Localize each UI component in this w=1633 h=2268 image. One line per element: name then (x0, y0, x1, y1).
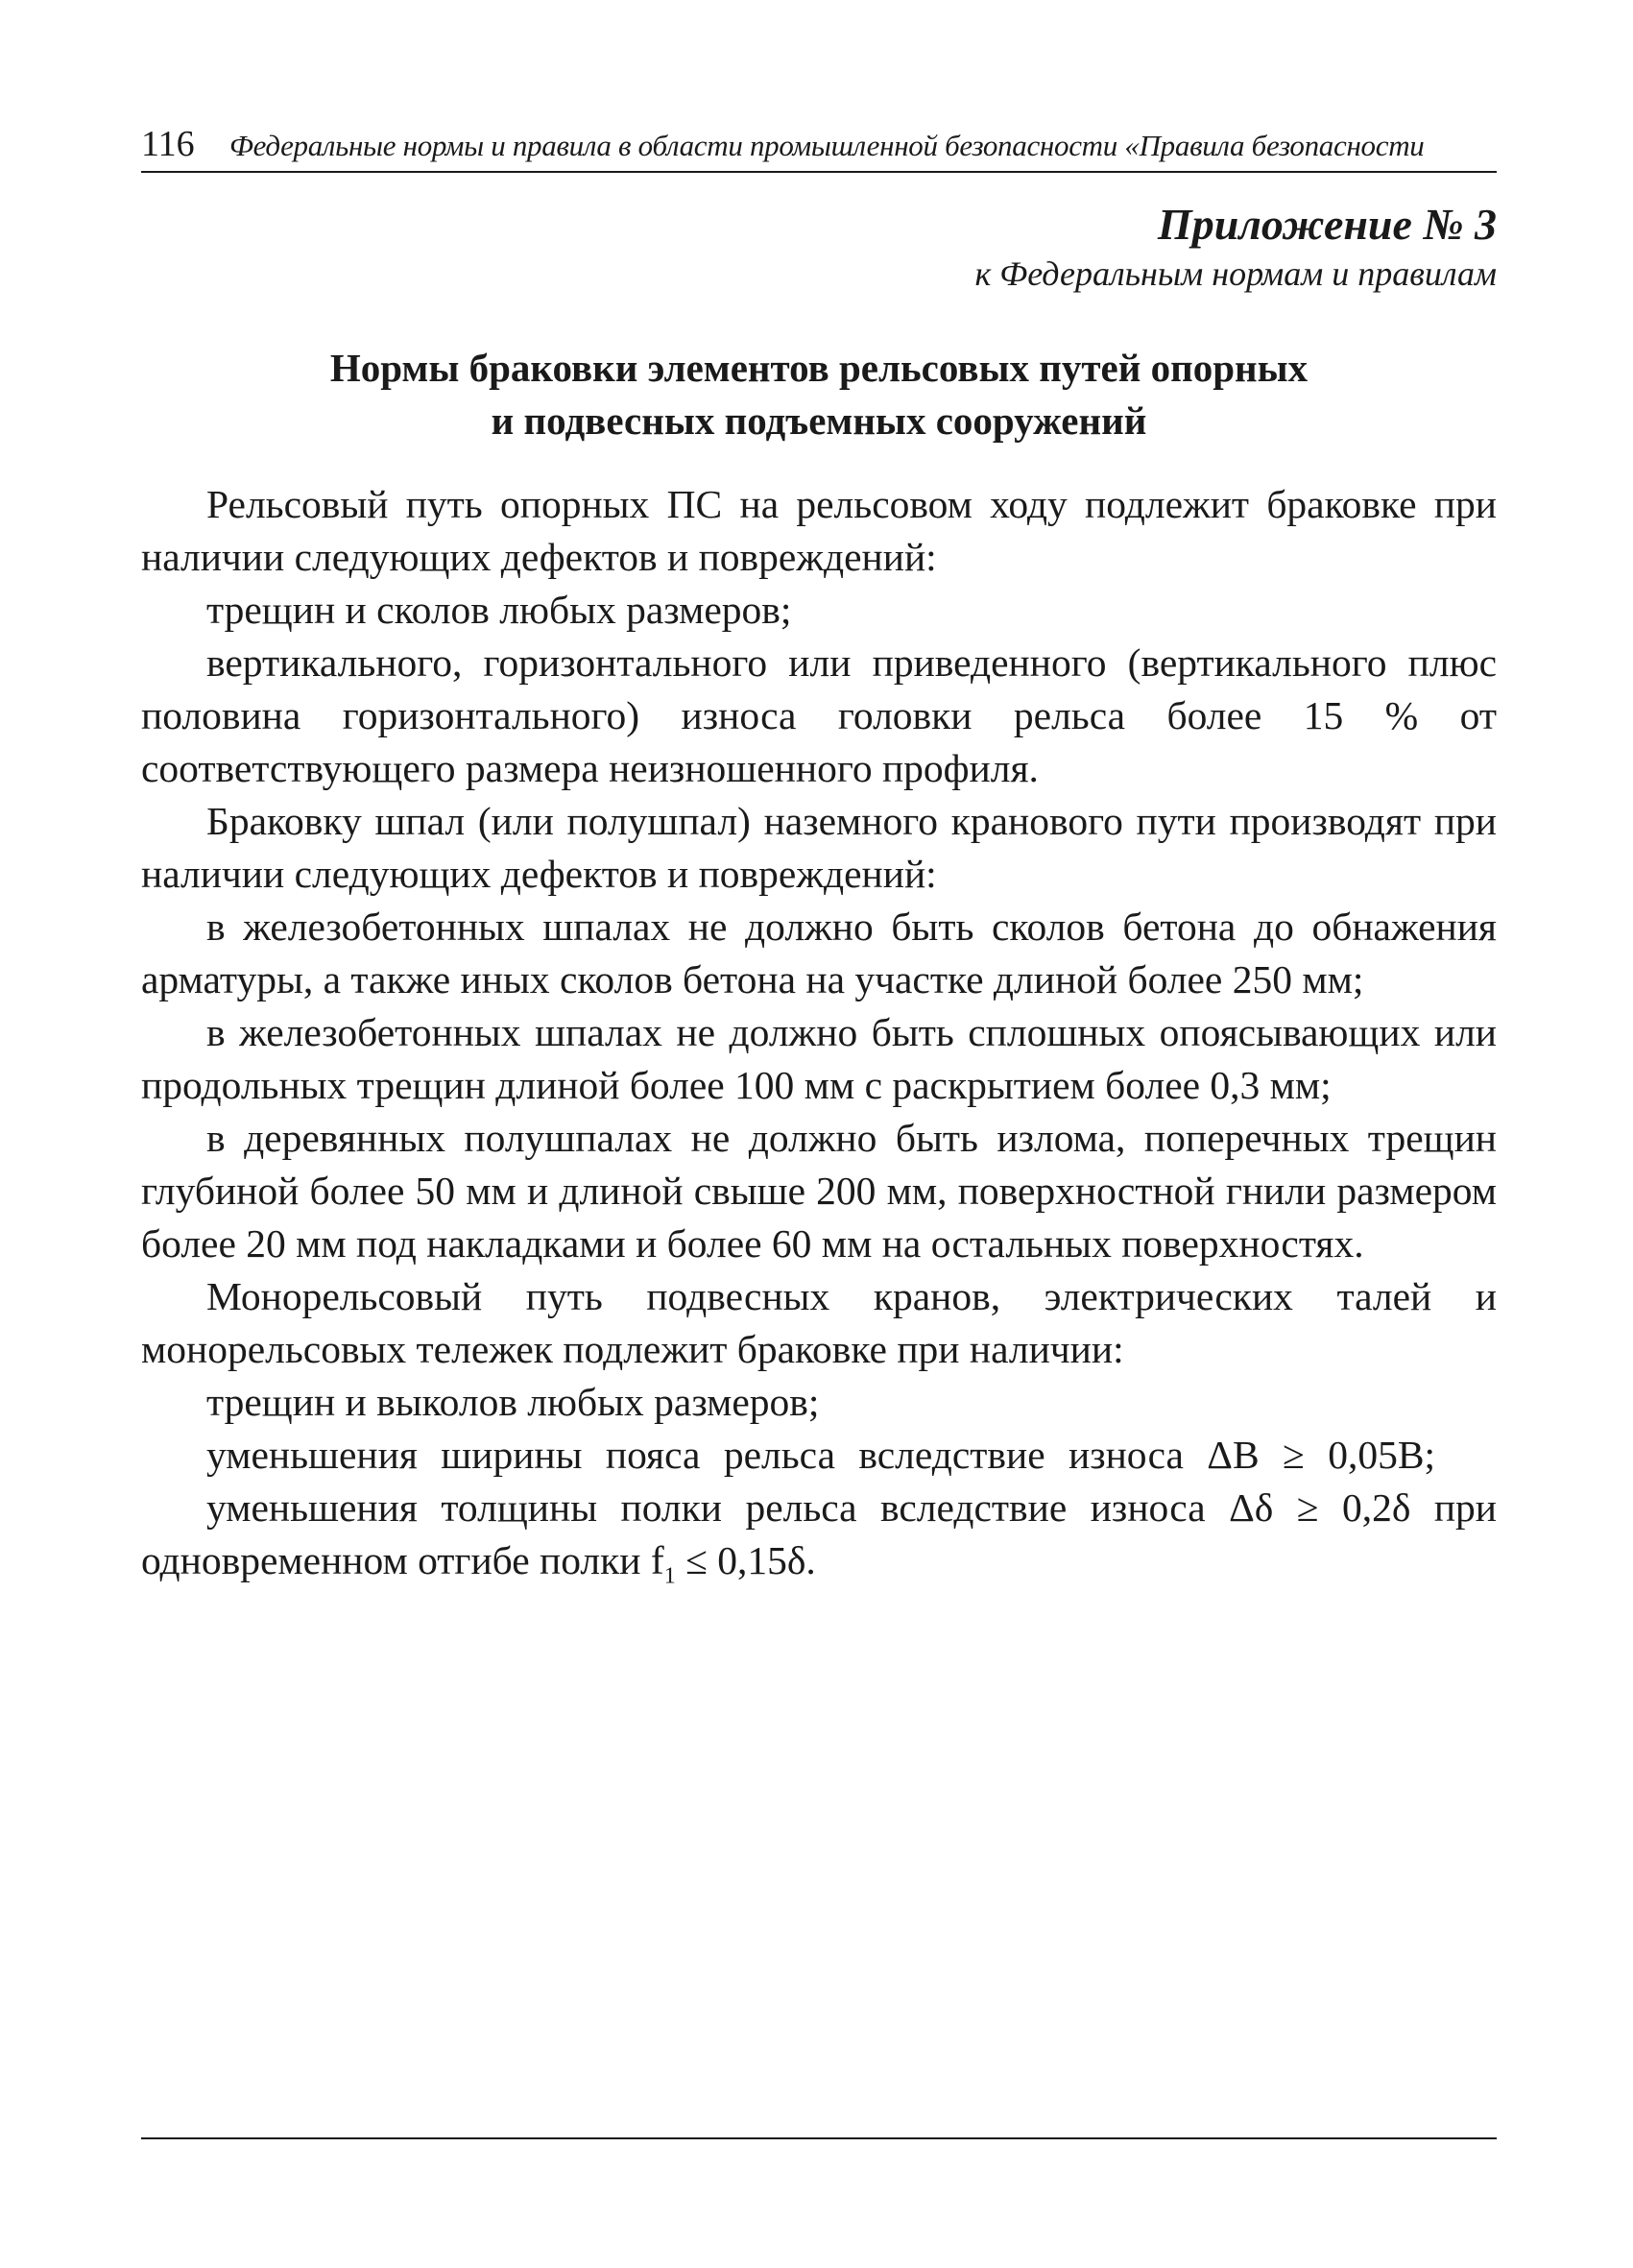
paragraph: в железобетонных шпалах не должно быть сколов бетона до обнажения арматуры, а также иных сколов бетона на участке длиной более 250 мм; (141, 905, 1497, 1001)
document-title-line-1: Нормы браковки элементов рельсовых путей опорных (329, 346, 1309, 390)
running-header (141, 123, 1497, 173)
paragraph: трещин и сколов любых размеров; (206, 588, 792, 632)
appendix-title: Приложение № 3 (1157, 200, 1497, 249)
document-title (141, 342, 1497, 447)
paragraph: уменьшения ширины пояса рельса вследствие износа ΔB ≥ 0,05B; (206, 1433, 1436, 1477)
paragraph-last-text: уменьшения толщины полки рельса вследствие износа Δδ ≥ 0,2δ при одновременном отгибе полки f (141, 1485, 1497, 1582)
paragraph: в деревянных полушпалах не должно быть излома, поперечных трещин глубиной более 50 мм и длиной свыше 200 мм, поверхностной гнили размером более 20 мм под накладками и более 60 мм на остальных поверхностях. (141, 1116, 1497, 1266)
footer-rule (141, 2137, 1497, 2139)
paragraph: Монорельсовый путь подвесных кранов, электрических талей и монорельсовых тележек подлежит браковке при наличии: (141, 1274, 1497, 1371)
appendix-subtitle: к Федеральным нормам и правилам (974, 254, 1497, 293)
running-title: Федеральные нормы и правила в области промышленной безопасности «Правила безопасности (229, 129, 1425, 162)
paragraph-last-tail: ≤ 0,15δ. (675, 1538, 816, 1582)
paragraph: Браковку шпал (или полушпал) наземного кранового пути производят при наличии следующих дефектов и повреждений: (141, 799, 1497, 896)
subscript: 1 (663, 1563, 676, 1589)
paragraph: трещин и выколов любых размеров; (206, 1380, 820, 1424)
body-text (141, 478, 1497, 1603)
paragraph-last (141, 1482, 1497, 1603)
page (141, 123, 1497, 1603)
paragraph: вертикального, горизонтального или приведенного (вертикального плюс половина горизонтального) износа головки рельса более 15 % от соответствующего размера неизношенного профиля. (141, 640, 1497, 790)
paragraph: в железобетонных шпалах не должно быть сплошных опоясывающих или продольных трещин длиной более 100 мм с раскрытием более 0,3 мм; (141, 1010, 1497, 1107)
document-title-line-2: и подвесных подъемных сооружений (491, 398, 1147, 443)
appendix-block (141, 198, 1497, 296)
page-number: 116 (141, 124, 195, 164)
paragraph: Рельсовый путь опорных ПС на рельсовом ходу подлежит браковке при наличии следующих дефектов и повреждений: (141, 482, 1497, 579)
